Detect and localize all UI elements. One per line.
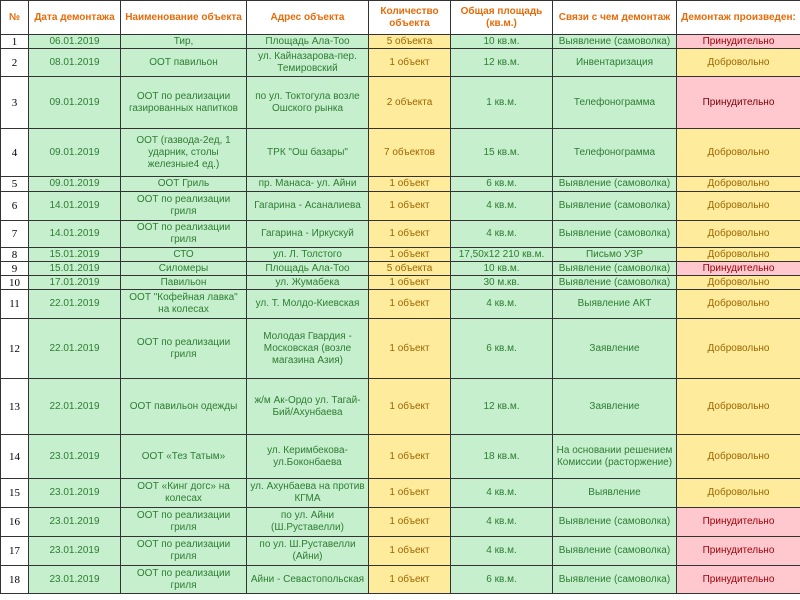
mode-cell: Добровольно <box>677 192 800 221</box>
reason-cell: Выявление <box>553 479 677 508</box>
count-cell: 2 объекта <box>369 77 451 129</box>
table-row <box>1 35 800 49</box>
header-name: Наименование объекта <box>121 1 247 35</box>
header-address: Адрес объекта <box>247 1 369 35</box>
area-cell: 12 кв.м. <box>451 49 553 77</box>
date-cell: 22.01.2019 <box>29 290 121 319</box>
date-cell: 08.01.2019 <box>29 49 121 77</box>
area-cell: 4 кв.м. <box>451 479 553 508</box>
row-number: 15 <box>1 479 29 508</box>
count-cell: 1 объект <box>369 319 451 379</box>
table-row <box>1 319 800 379</box>
row-number: 14 <box>1 435 29 479</box>
reason-cell: Выявление (самоволка) <box>553 566 677 594</box>
date-cell: 09.01.2019 <box>29 129 121 177</box>
address-cell: ул. Ахунбаева на против КГМА <box>247 479 369 508</box>
name-cell: Павильон <box>121 276 247 290</box>
row-number: 3 <box>1 77 29 129</box>
name-cell: ООТ по реализации гриля <box>121 192 247 221</box>
mode-cell: Принудительно <box>677 77 800 129</box>
area-cell: 15 кв.м. <box>451 129 553 177</box>
mode-cell: Принудительно <box>677 566 800 594</box>
name-cell: ООТ по реализации гриля <box>121 508 247 537</box>
count-cell: 1 объект <box>369 221 451 248</box>
row-number: 18 <box>1 566 29 594</box>
name-cell: ООТ Гриль <box>121 177 247 192</box>
area-cell: 6 кв.м. <box>451 319 553 379</box>
reason-cell: Выявление АКТ <box>553 290 677 319</box>
name-cell: ООТ павильон одежды <box>121 379 247 435</box>
mode-cell: Принудительно <box>677 508 800 537</box>
mode-cell: Добровольно <box>677 319 800 379</box>
row-number: 6 <box>1 192 29 221</box>
reason-cell: Заявление <box>553 379 677 435</box>
row-number: 2 <box>1 49 29 77</box>
count-cell: 1 объект <box>369 276 451 290</box>
mode-cell: Добровольно <box>677 221 800 248</box>
address-cell: ж/м Ак-Ордо ул. Тагай-Бий/Ахунбаева <box>247 379 369 435</box>
row-number: 9 <box>1 262 29 276</box>
table-row <box>1 537 800 566</box>
reason-cell: Телефонограмма <box>553 77 677 129</box>
row-number: 4 <box>1 129 29 177</box>
area-cell: 10 кв.м. <box>451 262 553 276</box>
header-reason: Связи с чем демонтаж <box>553 1 677 35</box>
header-mode: Демонтаж произведен: <box>677 1 800 35</box>
address-cell: ул. Л. Толстого <box>247 248 369 262</box>
count-cell: 1 объект <box>369 537 451 566</box>
date-cell: 17.01.2019 <box>29 276 121 290</box>
count-cell: 1 объект <box>369 248 451 262</box>
count-cell: 5 объекта <box>369 262 451 276</box>
area-cell: 6 кв.м. <box>451 566 553 594</box>
mode-cell: Добровольно <box>677 479 800 508</box>
table-row <box>1 262 800 276</box>
reason-cell: Выявление (самоволка) <box>553 262 677 276</box>
mode-cell: Добровольно <box>677 435 800 479</box>
address-cell: ул. Т. Молдо-Киевская <box>247 290 369 319</box>
area-cell: 18 кв.м. <box>451 435 553 479</box>
name-cell: ООТ (газвода-2ед, 1 ударник, столы железные4 ед.) <box>121 129 247 177</box>
address-cell: Гагарина - Асаналиева <box>247 192 369 221</box>
name-cell: СТО <box>121 248 247 262</box>
mode-cell: Принудительно <box>677 537 800 566</box>
count-cell: 1 объект <box>369 49 451 77</box>
area-cell: 4 кв.м. <box>451 192 553 221</box>
count-cell: 7 объектов <box>369 129 451 177</box>
row-number: 17 <box>1 537 29 566</box>
header-date: Дата демонтажа <box>29 1 121 35</box>
count-cell: 1 объект <box>369 379 451 435</box>
name-cell: ООТ по реализации газированных напитков <box>121 77 247 129</box>
name-cell: ООТ "Кофейная лавка" на колесах <box>121 290 247 319</box>
count-cell: 1 объект <box>369 435 451 479</box>
reason-cell: Письмо УЗР <box>553 248 677 262</box>
table-row <box>1 221 800 248</box>
date-cell: 06.01.2019 <box>29 35 121 49</box>
count-cell: 1 объект <box>369 290 451 319</box>
mode-cell: Добровольно <box>677 177 800 192</box>
table-row <box>1 129 800 177</box>
count-cell: 5 объекта <box>369 35 451 49</box>
table-row <box>1 435 800 479</box>
reason-cell: Заявление <box>553 319 677 379</box>
name-cell: ООТ по реализации гриля <box>121 537 247 566</box>
area-cell: 4 кв.м. <box>451 290 553 319</box>
table-row <box>1 49 800 77</box>
reason-cell: Выявление (самоволка) <box>553 276 677 290</box>
count-cell: 1 объект <box>369 566 451 594</box>
date-cell: 09.01.2019 <box>29 177 121 192</box>
mode-cell: Добровольно <box>677 379 800 435</box>
table-row <box>1 508 800 537</box>
name-cell: ООТ «Кинг догс» на колесах <box>121 479 247 508</box>
reason-cell: Телефонограмма <box>553 129 677 177</box>
count-cell: 1 объект <box>369 177 451 192</box>
mode-cell: Добровольно <box>677 290 800 319</box>
date-cell: 14.01.2019 <box>29 221 121 248</box>
table-row <box>1 248 800 262</box>
row-number: 10 <box>1 276 29 290</box>
address-cell: Гагарина - Иркускуй <box>247 221 369 248</box>
row-number: 1 <box>1 35 29 49</box>
address-cell: по ул. Ш.Руставелли (Айни) <box>247 537 369 566</box>
row-number: 12 <box>1 319 29 379</box>
area-cell: 10 кв.м. <box>451 35 553 49</box>
row-number: 13 <box>1 379 29 435</box>
date-cell: 14.01.2019 <box>29 192 121 221</box>
row-number: 8 <box>1 248 29 262</box>
row-number: 5 <box>1 177 29 192</box>
address-cell: Площадь Ала-Тоо <box>247 35 369 49</box>
count-cell: 1 объект <box>369 508 451 537</box>
date-cell: 15.01.2019 <box>29 262 121 276</box>
name-cell: ООТ павильон <box>121 49 247 77</box>
table-row <box>1 479 800 508</box>
name-cell: Тир, <box>121 35 247 49</box>
area-cell: 12 кв.м. <box>451 379 553 435</box>
reason-cell: На основании решением Комиссии (расторжение) <box>553 435 677 479</box>
area-cell: 4 кв.м. <box>451 537 553 566</box>
address-cell: ул. Жумабека <box>247 276 369 290</box>
count-cell: 1 объект <box>369 192 451 221</box>
address-cell: по ул. Токтогула возле Ошского рынка <box>247 77 369 129</box>
reason-cell: Выявление (самоволка) <box>553 177 677 192</box>
reason-cell: Выявление (самоволка) <box>553 221 677 248</box>
date-cell: 09.01.2019 <box>29 77 121 129</box>
address-cell: ул. Керимбекова-ул.Боконбаева <box>247 435 369 479</box>
table-row <box>1 566 800 594</box>
date-cell: 23.01.2019 <box>29 435 121 479</box>
row-number: 16 <box>1 508 29 537</box>
header-area: Общая площадь (кв.м.) <box>451 1 553 35</box>
name-cell: Силомеры <box>121 262 247 276</box>
address-cell: ул. Кайназарова-пер. Темировский <box>247 49 369 77</box>
table-row <box>1 77 800 129</box>
mode-cell: Добровольно <box>677 248 800 262</box>
table-row <box>1 379 800 435</box>
table-row <box>1 192 800 221</box>
table-row <box>1 177 800 192</box>
area-cell: 6 кв.м. <box>451 177 553 192</box>
address-cell: по ул. Айни (Ш.Руставелли) <box>247 508 369 537</box>
header-row <box>1 1 800 35</box>
area-cell: 4 кв.м. <box>451 508 553 537</box>
reason-cell: Инвентаризация <box>553 49 677 77</box>
mode-cell: Добровольно <box>677 129 800 177</box>
name-cell: ООТ по реализации гриля <box>121 566 247 594</box>
header-count: Количество объекта <box>369 1 451 35</box>
reason-cell: Выявление (самоволка) <box>553 537 677 566</box>
address-cell: Площадь Ала-Тоо <box>247 262 369 276</box>
area-cell: 30 м.кв. <box>451 276 553 290</box>
name-cell: ООТ по реализации гриля <box>121 319 247 379</box>
reason-cell: Выявление (самоволка) <box>553 192 677 221</box>
date-cell: 23.01.2019 <box>29 566 121 594</box>
date-cell: 23.01.2019 <box>29 537 121 566</box>
mode-cell: Добровольно <box>677 49 800 77</box>
mode-cell: Принудительно <box>677 262 800 276</box>
mode-cell: Принудительно <box>677 35 800 49</box>
area-cell: 4 кв.м. <box>451 221 553 248</box>
area-cell: 17,50х12 210 кв.м. <box>451 248 553 262</box>
table-row <box>1 290 800 319</box>
date-cell: 22.01.2019 <box>29 319 121 379</box>
date-cell: 15.01.2019 <box>29 248 121 262</box>
date-cell: 22.01.2019 <box>29 379 121 435</box>
row-number: 7 <box>1 221 29 248</box>
address-cell: Молодая Гвардия - Московская (возле магазина Азия) <box>247 319 369 379</box>
reason-cell: Выявление (самоволка) <box>553 35 677 49</box>
date-cell: 23.01.2019 <box>29 479 121 508</box>
name-cell: ООТ по реализации гриля <box>121 221 247 248</box>
table-row <box>1 276 800 290</box>
header-num: № <box>1 1 29 35</box>
address-cell: ТРК "Ош базары" <box>247 129 369 177</box>
count-cell: 1 объект <box>369 479 451 508</box>
reason-cell: Выявление (самоволка) <box>553 508 677 537</box>
area-cell: 1 кв.м. <box>451 77 553 129</box>
address-cell: Айни - Севастопольская <box>247 566 369 594</box>
address-cell: пр. Манаса- ул. Айни <box>247 177 369 192</box>
mode-cell: Добровольно <box>677 276 800 290</box>
row-number: 11 <box>1 290 29 319</box>
date-cell: 23.01.2019 <box>29 508 121 537</box>
name-cell: ООТ «Тез Татым» <box>121 435 247 479</box>
